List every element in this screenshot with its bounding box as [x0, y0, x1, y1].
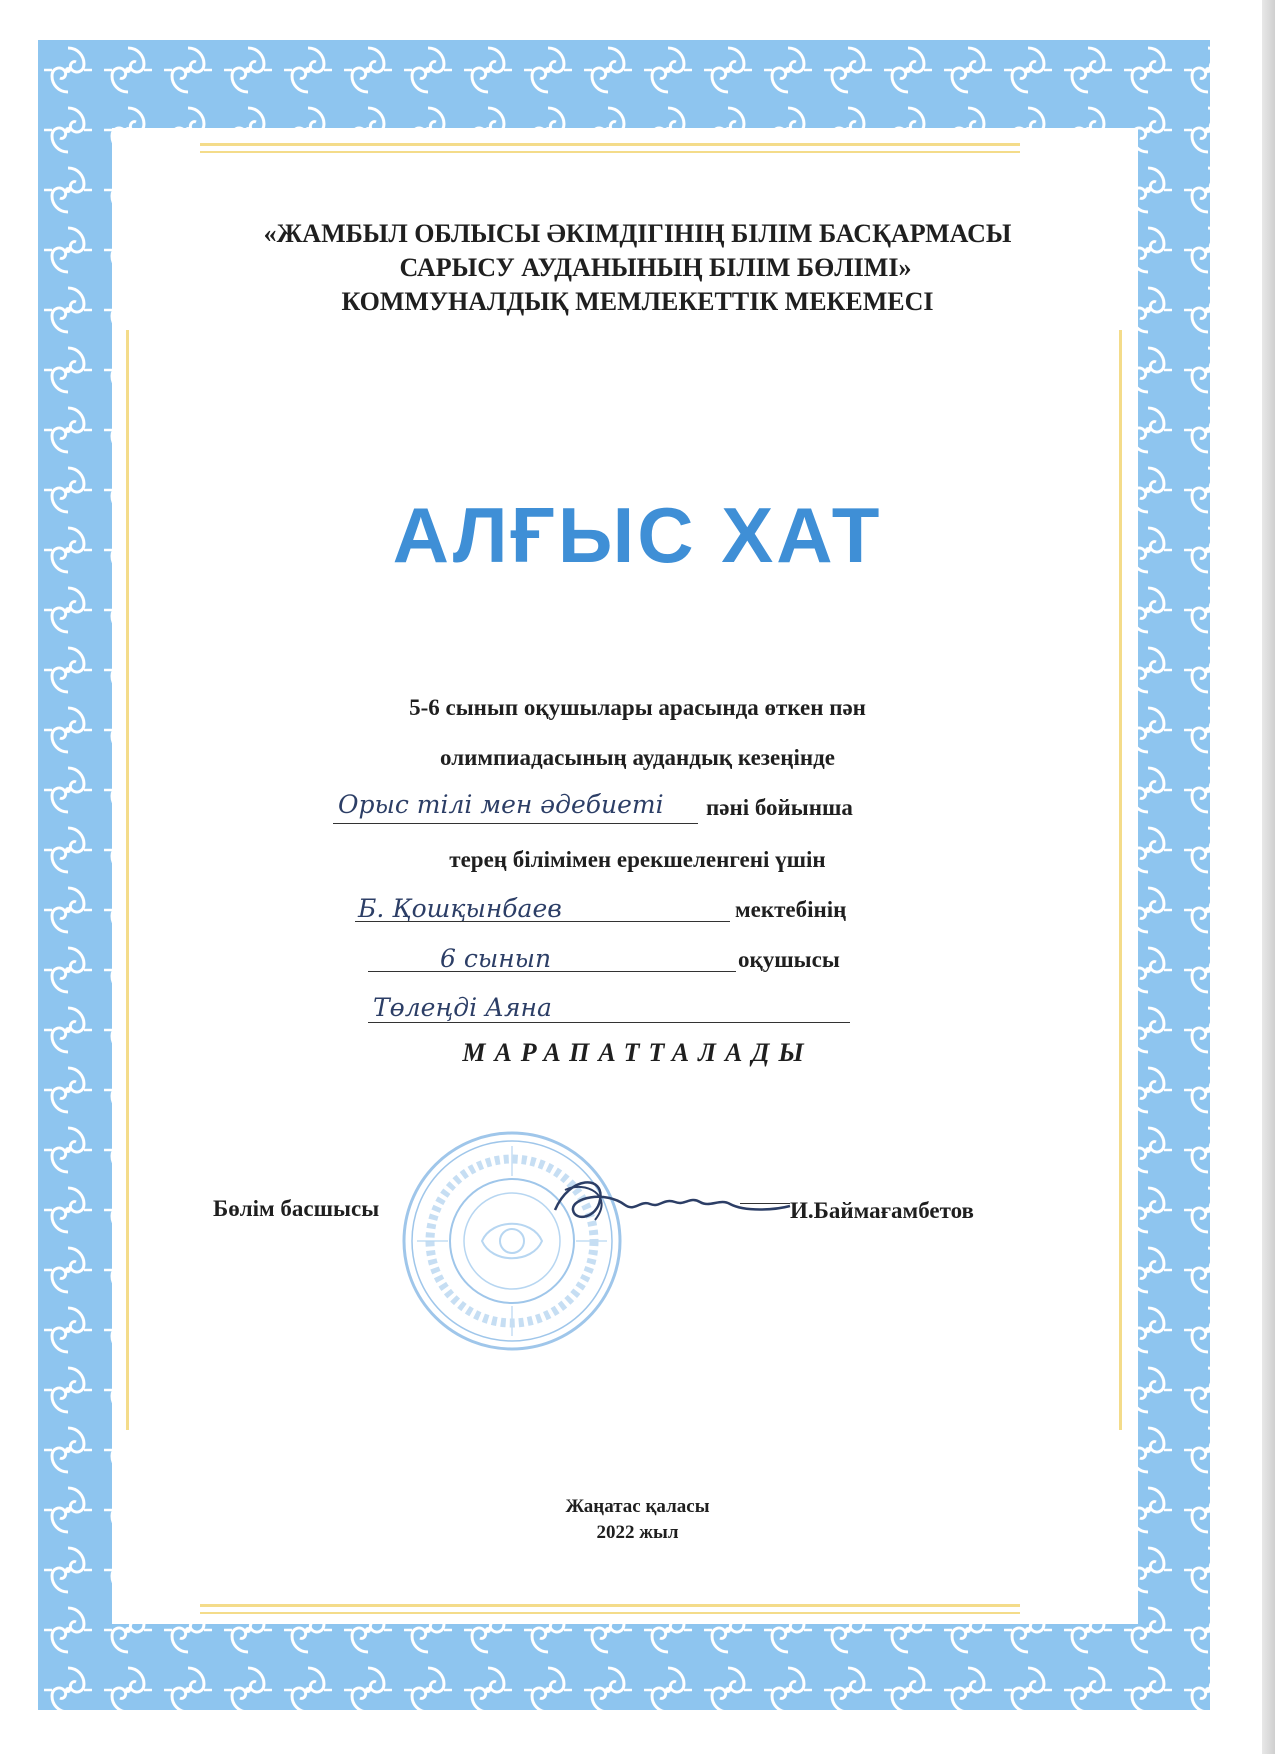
gold-line-top: [200, 143, 1020, 146]
awarded-text: МАРАПАТТАЛАДЫ: [462, 1038, 813, 1067]
body-line-2: олимпиадасының аудандық кезеңінде: [440, 745, 835, 770]
footer-year: 2022 жыл: [596, 1522, 679, 1543]
subject-handwritten: Орыс тілі мен әдебиеті: [338, 790, 664, 819]
grade-handwritten: 6 сынып: [440, 944, 552, 973]
certificate-title: АЛҒЫС ХАТ: [392, 491, 883, 579]
gold-line-bottom: [200, 1604, 1020, 1607]
gold-line-bottom-2: [200, 1612, 1020, 1614]
gold-line-top-2: [200, 151, 1020, 153]
grade-suffix: оқушысы: [738, 947, 840, 972]
frame-inner-area: [112, 128, 1138, 1624]
signature-rule: [740, 1203, 790, 1204]
body-line-1: 5-6 сынып оқушылары арасында өткен пән: [409, 695, 866, 720]
body-line-4: терең білімімен ерекшеленгені үшін: [449, 847, 826, 872]
subject-rule: [333, 823, 698, 824]
signature-name: И.Баймағамбетов: [790, 1198, 974, 1223]
subject-suffix: пәні бойынша: [706, 795, 853, 820]
school-suffix: мектебінің: [735, 897, 847, 922]
student-handwritten: Төлеңді Аяна: [373, 993, 552, 1022]
school-handwritten: Б. Қошқынбаев: [358, 894, 562, 923]
official-stamp-icon: [398, 1128, 626, 1354]
header-line-3: КОММУНАЛДЫҚ МЕМЛЕКЕТТІК МЕКЕМЕСІ: [341, 287, 934, 316]
header-line-2: САРЫСУ АУДАНЫНЫҢ БІЛІМ БӨЛІМІ»: [399, 253, 912, 282]
signature-position: Бөлім басшысы: [213, 1196, 380, 1221]
header-line-1: «ЖАМБЫЛ ОБЛЫСЫ ӘКІМДІГІНІҢ БІЛІМ БАСҚАРМАСЫ: [263, 219, 1012, 248]
school-rule: [355, 921, 730, 922]
student-rule: [368, 1022, 850, 1023]
grade-rule: [368, 971, 736, 972]
signature-icon: [545, 1170, 795, 1240]
footer-city: Жаңатас қаласы: [565, 1496, 710, 1517]
